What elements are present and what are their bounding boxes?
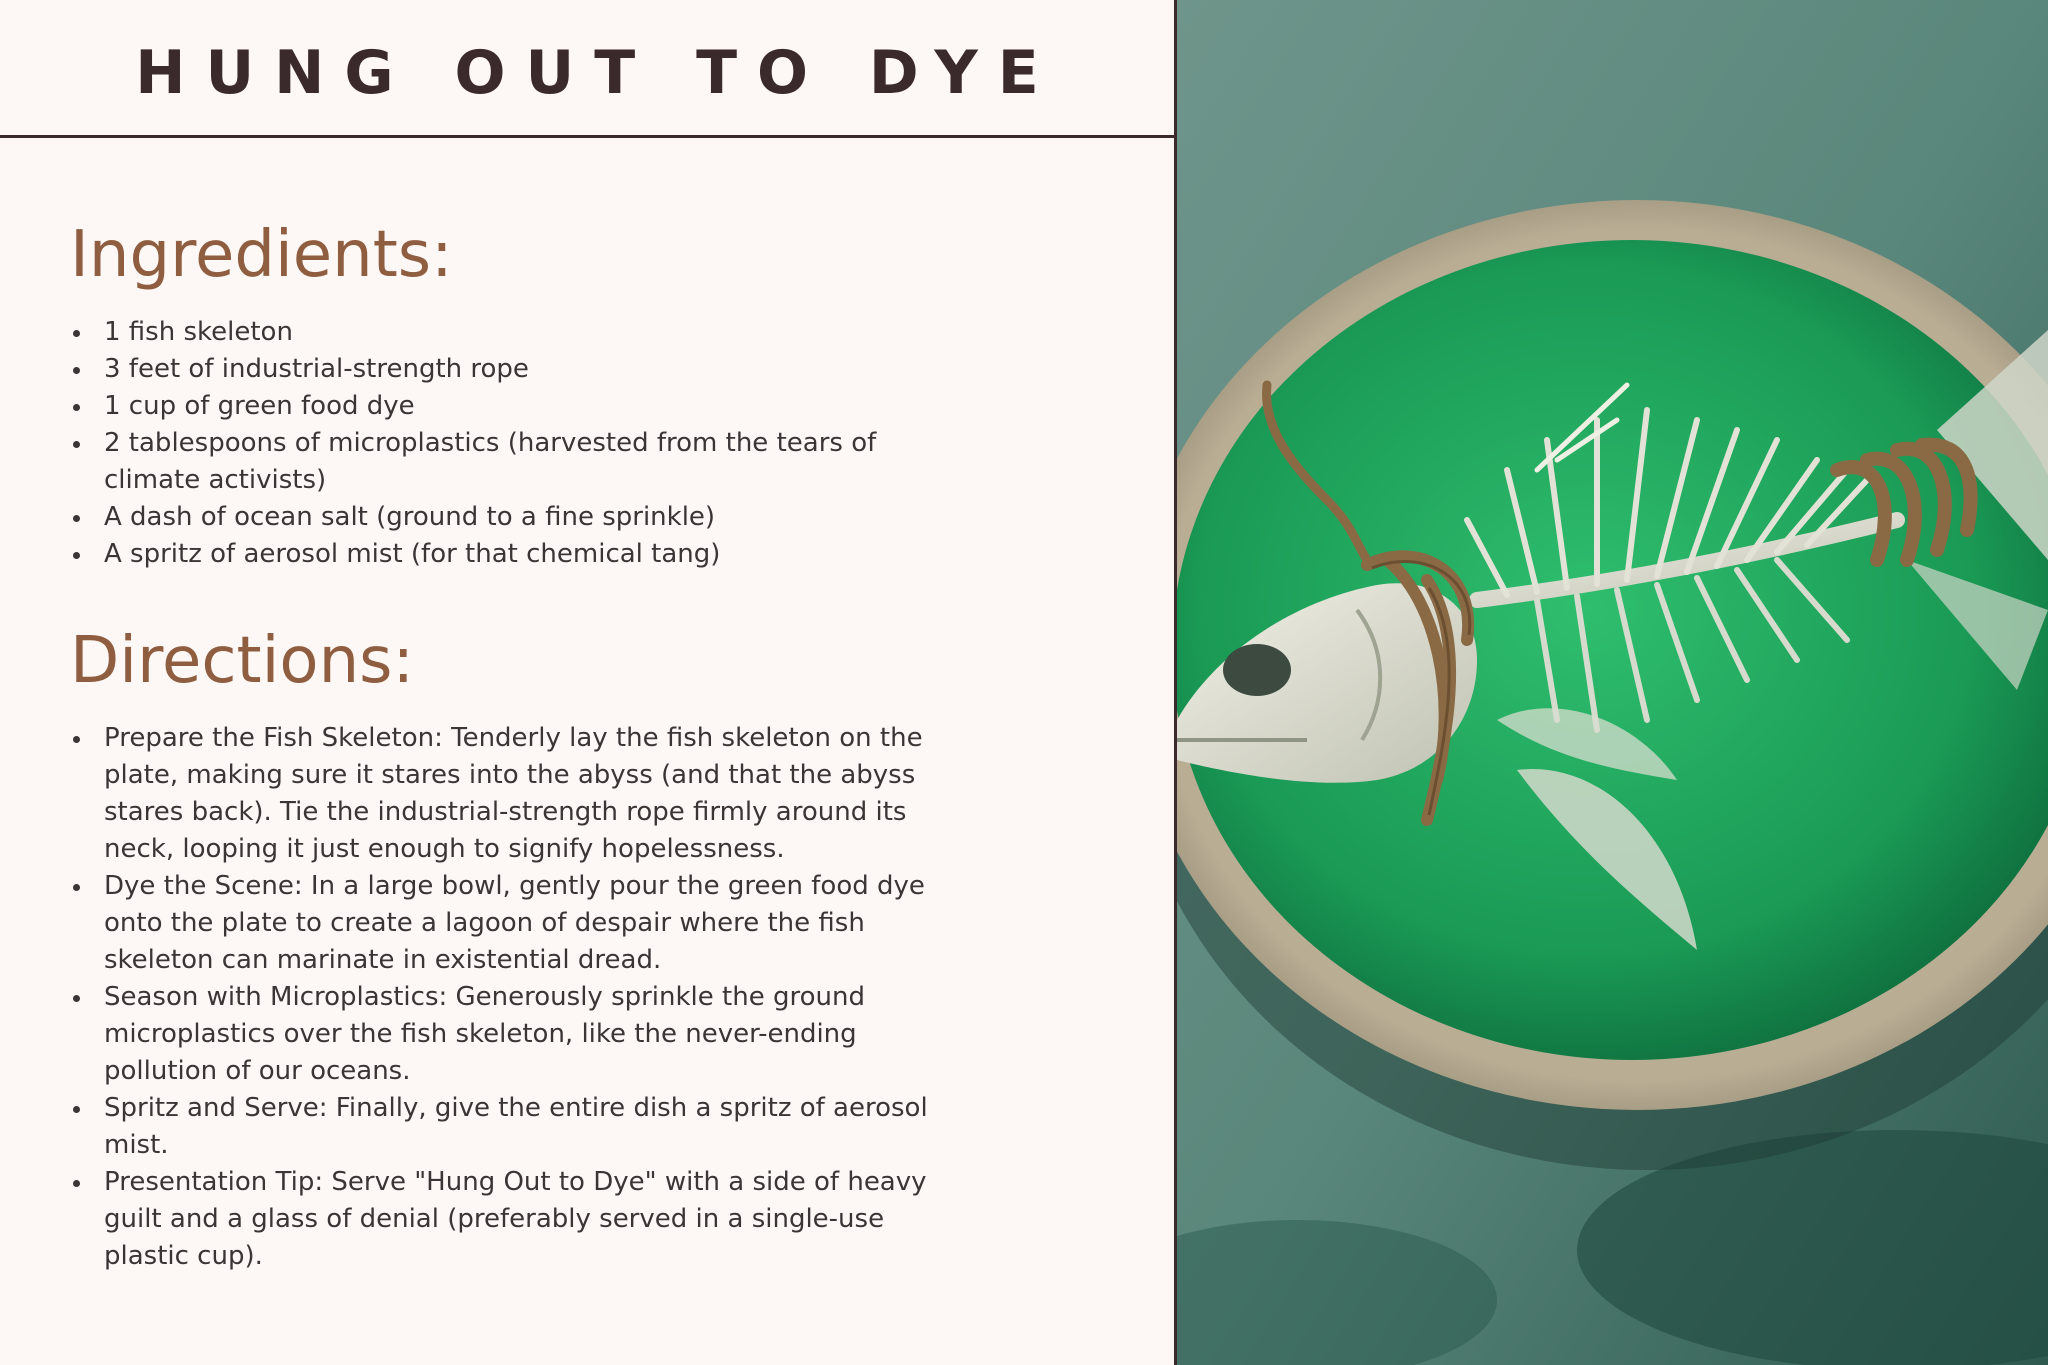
directions-heading: Directions: [70, 624, 415, 698]
direction-step: Prepare the Fish Skeleton: Tenderly lay the fish skeleton on the plate, making sure it stares into the abyss (and that the abyss stares back). Tie the industrial-strength rope firmly around its neck, looping it just enough to signify hopelessness. [70, 720, 970, 868]
ingredient-item: 1 fish skeleton [70, 314, 970, 351]
ingredients-list [70, 314, 970, 573]
ingredient-item: 1 cup of green food dye [70, 388, 970, 425]
ingredient-item: A spritz of aerosol mist (for that chemical tang) [70, 536, 970, 573]
direction-step: Dye the Scene: In a large bowl, gently pour the green food dye onto the plate to create a lagoon of despair where the fish skeleton can marinate in existential dread. [70, 868, 970, 979]
ingredient-item: 2 tablespoons of microplastics (harvested from the tears of climate activists) [70, 425, 970, 499]
direction-step: Spritz and Serve: Finally, give the entire dish a spritz of aerosol mist. [70, 1090, 970, 1164]
ingredients-heading: Ingredients: [70, 218, 453, 292]
fish-skeleton-plate-image [1177, 0, 2048, 1365]
directions-list [70, 720, 970, 1275]
direction-step: Presentation Tip: Serve "Hung Out to Dye" with a side of heavy guilt and a glass of denial (preferably served in a single-use plastic cup). [70, 1164, 970, 1275]
direction-step: Season with Microplastics: Generously sprinkle the ground microplastics over the fish skeleton, like the never-ending pollution of our oceans. [70, 979, 970, 1090]
ingredient-item: A dash of ocean salt (ground to a fine sprinkle) [70, 499, 970, 536]
recipe-title: HUNG OUT TO DYE [135, 37, 1059, 108]
ingredient-item: 3 feet of industrial-strength rope [70, 351, 970, 388]
title-bar [0, 0, 1174, 138]
